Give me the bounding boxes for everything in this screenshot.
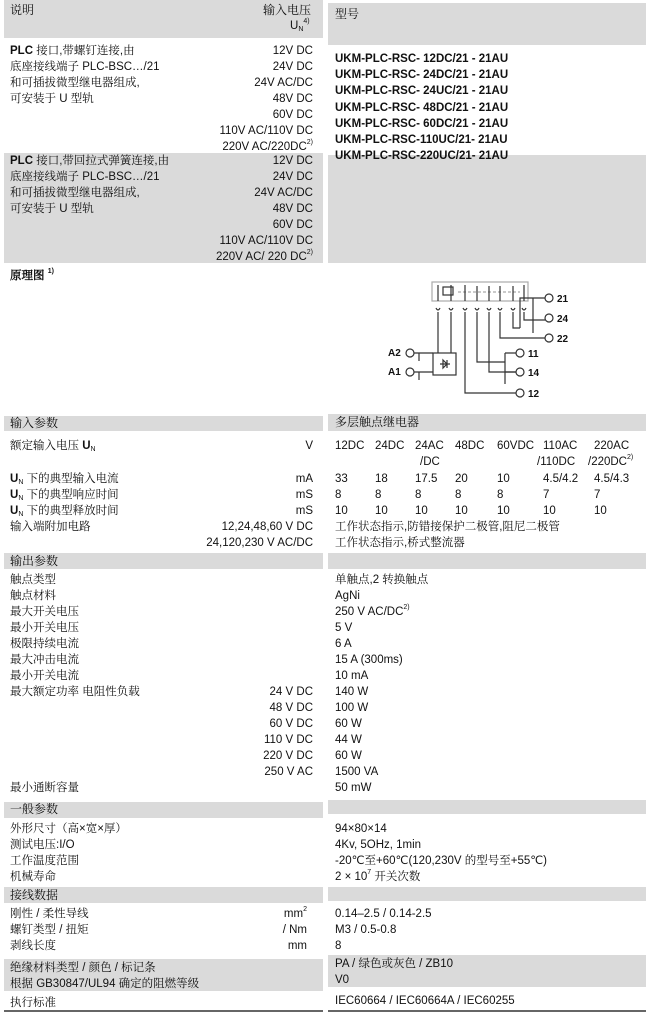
input-param-value-text: 33 — [335, 473, 348, 485]
input-param-value — [375, 503, 388, 519]
screw-desc-line-text: 底座接线端子 PLC-BSC…/21 — [10, 61, 160, 73]
input-param-value-text: 20 — [455, 473, 468, 485]
screw-desc-line-text: 和可插拔微型继电器组成, — [10, 77, 140, 89]
input-param-value — [455, 503, 468, 519]
spring-desc-line-text: 接口,带回拉式弹簧连接,由 — [33, 155, 170, 167]
input-circuit-unit-text: 24,120,230 V AC/DC — [206, 537, 313, 549]
output-param-value — [335, 732, 362, 748]
terminal-12: 12 — [528, 389, 540, 400]
output-param-value-text: 60 W — [335, 750, 362, 762]
rated-voltage-column-text: 220AC — [594, 440, 630, 452]
rated-voltage-column-sub — [420, 454, 440, 470]
wiring-param-unit — [288, 938, 307, 954]
input-param-value-text: 10 — [335, 505, 348, 517]
wiring-param-value-text: 0.14–2.5 / 0.14-2.5 — [335, 908, 432, 920]
output-param-label — [10, 668, 79, 684]
output-param-label — [10, 780, 79, 796]
spring-desc-line — [10, 185, 140, 201]
output-param-label-text: 最小开关电压 — [10, 622, 79, 634]
input-param-unit-text: mA — [295, 473, 313, 485]
screw-voltage — [219, 123, 313, 139]
general-param-label-text: 测试电压:I/O — [10, 839, 75, 851]
rated-voltage-column-sub-text: /110DC — [537, 456, 576, 468]
spring-voltage — [273, 153, 313, 169]
screw-voltage — [273, 59, 313, 75]
output-param-label-text: 最大额定功率 电阻性负载 — [10, 686, 140, 698]
output-band-right — [328, 553, 646, 569]
general-section-title-text: 一般参数 — [10, 802, 59, 816]
model-number — [335, 100, 508, 116]
output-param-value-text: AgNi — [335, 590, 360, 602]
input-param-unit — [296, 503, 313, 519]
input-param-unit — [296, 487, 313, 503]
output-param-value — [335, 652, 403, 668]
rated-voltage-unit-text: V — [305, 440, 313, 452]
rated-voltage-column — [375, 438, 404, 454]
output-param-value-text: 50 mW — [335, 782, 372, 794]
terminal-11: 11 — [528, 349, 539, 360]
input-param-value — [497, 487, 503, 503]
input-param-value — [543, 503, 556, 519]
general-param-label-text: 工作温度范围 — [10, 855, 79, 867]
output-param-value-text: 6 A — [335, 638, 352, 650]
wiring-param-label — [10, 922, 89, 938]
screw-desc-line-bold: PLC — [10, 45, 33, 57]
model-number-text: UKM-PLC-RSC- 48DC/21 - 21AU — [335, 101, 509, 114]
general-param-label — [10, 869, 56, 885]
input-param-value-text: 10 — [497, 505, 510, 517]
general-param-value — [335, 821, 387, 837]
screw-voltage-text: 60V DC — [272, 109, 313, 121]
spring-voltage-text: 60V DC — [272, 219, 313, 231]
model-number-text: UKM-PLC-RSC- 24DC/21 - 21AU — [335, 69, 509, 82]
general-param-label-text: 机械寿命 — [10, 871, 56, 883]
input-circuit-value-text: 工作状态指示,桥式整流器 — [335, 537, 465, 549]
un-symbol: U — [290, 20, 299, 32]
output-param-value-text: 1500 VA — [335, 766, 379, 778]
screw-desc-line — [10, 43, 135, 59]
general-param-value — [335, 853, 547, 869]
wiring-param-value — [335, 922, 396, 938]
input-param-value-text: 10 — [375, 505, 388, 517]
screw-voltage — [273, 91, 313, 107]
screw-desc-line — [10, 59, 160, 75]
terminal-21: 21 — [557, 294, 569, 305]
output-param-unit-text: 48 V DC — [269, 702, 313, 714]
output-param-value-text: 250 V AC/DC — [335, 606, 404, 618]
input-param-label-u: U — [10, 489, 19, 501]
input-param-value — [543, 471, 578, 487]
rated-voltage-column-sub-text: /220DC — [588, 456, 627, 468]
spring-voltage — [216, 249, 313, 265]
insulation-param-label — [10, 976, 199, 992]
output-param-value — [335, 604, 410, 620]
screw-voltage-text: 220V AC/220DC — [222, 141, 307, 153]
output-param-value — [335, 668, 368, 684]
screw-voltage-text: 48V DC — [272, 93, 313, 105]
output-param-value-text: 140 W — [335, 686, 369, 698]
input-param-value — [335, 503, 348, 519]
model-number-text: UKM-PLC-RSC-220UC/21- 21AU — [335, 150, 509, 163]
general-param-value-sup: 7 — [367, 869, 372, 876]
diagram-footnote: 1) — [47, 268, 54, 275]
general-section-title — [10, 801, 58, 817]
input-param-value-text: 7 — [594, 489, 601, 501]
wiring-param-value — [335, 906, 432, 922]
spring-voltage-text: 12V DC — [272, 155, 313, 167]
input-param-value-text: 8 — [415, 489, 422, 501]
rated-voltage-column-text: 24DC — [375, 440, 405, 452]
input-circuit-unit-text: 12,24,48,60 V DC — [221, 521, 313, 533]
input-param-value — [594, 471, 629, 487]
input-voltage-header: 输入电压 — [263, 3, 312, 17]
input-param-value-text: 8 — [455, 489, 462, 501]
output-param-unit-text: 220 V DC — [263, 750, 313, 762]
rated-voltage-column — [335, 438, 364, 454]
model-number — [335, 51, 508, 67]
general-param-value-text: 94×80×14 — [335, 823, 387, 835]
input-param-value-text: 8 — [335, 489, 342, 501]
insulation-param-value-text: V0 — [335, 974, 350, 986]
input-param-unit-text: mS — [295, 505, 313, 517]
input-param-label-sub: N — [18, 479, 24, 486]
wiring-param-label-text: 剥线长度 — [10, 940, 56, 952]
output-param-label — [10, 636, 79, 652]
general-param-value-tail: 开关次数 — [371, 871, 421, 883]
output-param-value — [335, 620, 352, 636]
insulation-param-value — [335, 972, 349, 988]
input-section-title-text: 输入参数 — [10, 416, 59, 430]
input-param-value-text: 10 — [415, 505, 428, 517]
insulation-param-label-text: 根据 GB30847/UL94 确定的阻燃等级 — [10, 978, 200, 990]
model-number — [335, 148, 508, 164]
screw-desc-line — [10, 75, 140, 91]
wiring-param-label-text: 螺钉类型 / 扭矩 — [10, 924, 89, 936]
output-param-label-text: 最大开关电压 — [10, 606, 79, 618]
spring-voltage-sup: 2) — [306, 249, 313, 256]
input-param-value — [375, 487, 381, 503]
output-param-value — [335, 636, 352, 652]
rated-voltage-column — [455, 438, 484, 454]
spring-voltage-text: 48V DC — [272, 203, 313, 215]
input-circuit-label — [10, 519, 91, 535]
input-param-label-sub: N — [18, 495, 24, 502]
input-param-label — [10, 471, 119, 487]
input-param-value-text: 7 — [543, 489, 550, 501]
rated-voltage-label-u: U — [82, 440, 91, 452]
output-param-value-text: 15 A (300ms) — [335, 654, 403, 666]
spring-voltage — [273, 201, 313, 217]
wiring-param-value — [335, 938, 341, 954]
insulation-param-label — [10, 960, 156, 976]
general-param-value-text: 2 × 10 — [335, 871, 368, 883]
input-param-label-text: 下的典型输入电流 — [23, 473, 119, 485]
output-param-value — [335, 684, 368, 700]
relay-section-title-text: 多层触点继电器 — [335, 415, 420, 429]
output-param-label-text: 最小通断容量 — [10, 782, 79, 794]
model-number-text: UKM-PLC-RSC-110UC/21- 21AU — [335, 134, 508, 146]
input-param-value — [415, 471, 437, 487]
spring-desc-line-text: 底座接线端子 PLC-BSC…/21 — [10, 171, 160, 183]
output-param-label — [10, 652, 79, 668]
output-param-value-text: 60 W — [335, 718, 362, 730]
rated-voltage-column-sub-text: /DC — [420, 456, 440, 468]
rated-voltage-label-text: 额定输入电压 — [10, 440, 83, 452]
input-param-value — [335, 487, 341, 503]
output-param-value — [335, 748, 362, 764]
rated-voltage-column-sub — [588, 454, 633, 470]
model-number-text: UKM-PLC-RSC- 24UC/21 - 21AU — [335, 85, 509, 98]
model-number-text: UKM-PLC-RSC- 12DC/21 - 21AU — [335, 53, 509, 65]
input-param-value-text: 10 — [594, 505, 607, 517]
screw-voltage — [254, 75, 313, 91]
terminal-22: 22 — [557, 334, 569, 345]
input-param-unit — [296, 471, 313, 487]
description-header: 说明 — [10, 3, 35, 17]
model-number — [335, 116, 508, 132]
input-param-value-text: 10 — [543, 505, 556, 517]
wiring-param-value-text: M3 / 0.5-0.8 — [335, 924, 397, 936]
input-circuit-unit — [222, 519, 313, 535]
input-param-label-text: 下的典型响应时间 — [23, 489, 119, 501]
rated-voltage-column-text: 12DC — [335, 440, 365, 452]
rated-voltage-column-text: 24AC — [415, 440, 444, 452]
screw-voltage-text: 12V DC — [272, 45, 313, 57]
model-number — [335, 67, 508, 83]
output-param-value-text: 5 V — [335, 622, 353, 634]
input-param-value — [543, 487, 549, 503]
spring-desc-line — [10, 153, 169, 169]
rated-voltage-column-text: 110AC — [543, 440, 578, 452]
output-param-unit-text: 24 V DC — [269, 686, 313, 698]
standard-label — [10, 995, 56, 1011]
screw-voltage-text: 24V DC — [272, 61, 313, 73]
diagram-title-text: 原理图 — [10, 270, 45, 282]
output-param-value-sup: 2) — [403, 604, 410, 611]
un-footnote: 4) — [303, 18, 310, 25]
output-param-label — [10, 588, 56, 604]
standard-value — [335, 993, 515, 1009]
input-param-value-text: 18 — [375, 473, 388, 485]
input-circuit-value — [335, 535, 465, 551]
input-param-value — [594, 487, 600, 503]
input-param-label — [10, 503, 119, 519]
spring-desc-line — [10, 201, 94, 217]
wiring-param-unit — [283, 922, 307, 938]
screw-desc-line-text: 可安装于 U 型轨 — [10, 93, 94, 105]
output-param-unit — [270, 716, 313, 732]
input-param-value-text: 10 — [497, 473, 510, 485]
input-circuit-value — [335, 519, 560, 535]
spring-desc-line-text: 和可插拔微型继电器组成, — [10, 187, 140, 199]
screw-desc-line-text: 接口,带螺钉连接,由 — [33, 45, 135, 57]
output-param-label — [10, 604, 79, 620]
wiring-param-unit-text: / Nm — [282, 924, 307, 936]
screw-voltage — [273, 107, 313, 123]
output-param-unit-text: 60 V DC — [269, 718, 313, 730]
screw-voltage-text: 110V AC/110V DC — [219, 125, 313, 137]
rated-voltage-column — [543, 438, 577, 454]
input-param-label — [10, 487, 119, 503]
output-param-value — [335, 572, 428, 588]
input-param-value — [455, 487, 461, 503]
output-section-title — [10, 553, 58, 569]
general-param-label-text: 外形尺寸（高×宽×厚） — [10, 823, 127, 835]
input-section-title — [10, 415, 58, 431]
input-param-value-text: 17.5 — [415, 473, 438, 485]
output-param-unit — [263, 748, 313, 764]
spring-voltage — [273, 169, 313, 185]
output-param-value-text: 单触点,2 转换触点 — [335, 574, 429, 586]
output-section-title-text: 输出参数 — [10, 554, 59, 568]
wiring-param-value-text: 8 — [335, 940, 342, 952]
general-param-value-text: 4Kv, 5OHz, 1min — [335, 839, 422, 851]
wiring-param-unit-text: mm — [283, 908, 304, 920]
general-param-label — [10, 821, 127, 837]
input-param-value-text: 8 — [375, 489, 382, 501]
standard-label-text: 执行标准 — [10, 997, 56, 1009]
wiring-section-title — [10, 887, 58, 903]
rated-voltage-label-sub: N — [90, 446, 96, 453]
general-param-label — [10, 837, 75, 853]
input-param-value — [415, 503, 428, 519]
output-param-label-text: 最小开关电流 — [10, 670, 79, 682]
rated-voltage-unit — [305, 438, 313, 454]
model-number-text: UKM-PLC-RSC- 60DC/21 - 21AU — [335, 117, 509, 130]
spring-voltage — [254, 185, 313, 201]
rated-voltage-column-text: 60VDC — [497, 440, 535, 452]
model-header: 型号 — [335, 7, 360, 21]
wiring-param-label-text: 刚性 / 柔性导线 — [10, 908, 89, 920]
spring-voltage-text: 24V DC — [272, 171, 313, 183]
relay-section-title — [335, 414, 419, 430]
input-param-value — [455, 471, 468, 487]
output-param-unit — [270, 684, 313, 700]
input-circuit-label-text: 输入端附加电路 — [10, 521, 91, 533]
rated-voltage-column — [497, 438, 534, 454]
wiring-section-title-text: 接线数据 — [10, 888, 59, 902]
insulation-param-label-text: 绝缘材料类型 / 颜色 / 标记条 — [10, 962, 156, 974]
terminal-circles — [406, 294, 553, 397]
standard-value-text: IEC60664 / IEC60664A / IEC60255 — [335, 995, 515, 1007]
spring-desc-line — [10, 169, 160, 185]
screw-desc-line — [10, 91, 94, 107]
output-param-value-text: 10 mA — [335, 670, 369, 682]
output-param-value — [335, 716, 362, 732]
output-param-value — [335, 780, 371, 796]
insulation-param-value — [335, 956, 453, 972]
spring-voltage — [273, 217, 313, 233]
input-param-value — [375, 471, 388, 487]
output-param-unit — [264, 732, 313, 748]
insulation-param-value-text: PA / 绿色或灰色 / ZB10 — [335, 958, 454, 970]
output-param-unit-text: 110 V DC — [263, 734, 313, 746]
input-param-value — [335, 471, 348, 487]
wiring-param-unit — [284, 906, 307, 922]
rated-voltage-column-sub-sup: 2) — [627, 454, 634, 461]
input-param-value — [497, 503, 510, 519]
output-param-label-text: 触点材料 — [10, 590, 56, 602]
output-param-label-text: 极限持续电流 — [10, 638, 79, 650]
output-param-label-text: 触点类型 — [10, 574, 56, 586]
screw-voltage-sup: 2) — [306, 139, 313, 146]
general-param-value-text: -20℃至+60℃(120,230V 的型号至+55℃) — [335, 855, 547, 867]
input-param-label-sub: N — [18, 511, 24, 518]
input-param-value-text: 4.5/4.2 — [543, 473, 579, 485]
input-circuit-value-text: 工作状态指示,防错接保护二极管,阻尼二极管 — [335, 521, 560, 533]
input-param-label-u: U — [10, 505, 19, 517]
output-param-unit — [270, 700, 313, 716]
spring-voltage-text: 220V AC/ 220 DC — [215, 251, 307, 263]
input-circuit-unit — [206, 535, 313, 551]
terminal-14: 14 — [528, 368, 540, 379]
terminal-24: 24 — [557, 314, 569, 325]
model-number — [335, 83, 508, 99]
un-sub: N — [298, 26, 304, 33]
spring-voltage — [219, 233, 313, 249]
output-param-unit-text: 250 V AC — [264, 766, 313, 778]
terminal-a1: A1 — [388, 367, 401, 378]
rated-voltage-column — [594, 438, 629, 454]
wiring-param-unit-text: mm — [287, 940, 307, 952]
input-param-value — [497, 471, 510, 487]
output-param-value-text: 44 W — [335, 734, 362, 746]
output-param-value-text: 100 W — [335, 702, 369, 714]
output-param-label — [10, 684, 140, 700]
terminal-a2: A2 — [388, 348, 401, 359]
spring-desc-line-text: 可安装于 U 型轨 — [10, 203, 94, 215]
rated-voltage-label — [10, 438, 96, 454]
spring-voltage-text: 24V AC/DC — [254, 187, 313, 199]
input-param-unit-text: mS — [295, 489, 313, 501]
wiring-param-label — [10, 938, 56, 954]
rated-voltage-column — [415, 438, 444, 454]
input-param-value — [415, 487, 421, 503]
general-param-value — [335, 869, 420, 885]
screw-voltage-text: 24V AC/DC — [254, 77, 313, 89]
spring-desc-line-bold: PLC — [10, 155, 33, 167]
output-param-label — [10, 572, 56, 588]
input-param-value — [594, 503, 607, 519]
output-param-value — [335, 588, 360, 604]
input-param-value-text: 10 — [455, 505, 468, 517]
output-param-value — [335, 700, 368, 716]
screw-voltage — [273, 43, 313, 59]
output-param-label-text: 最大冲击电流 — [10, 654, 79, 666]
general-param-value — [335, 837, 421, 853]
wiring-param-label — [10, 906, 89, 922]
general-param-label — [10, 853, 79, 869]
general-band-right — [328, 800, 646, 814]
model-number — [335, 132, 508, 148]
output-param-unit — [264, 764, 313, 780]
rated-voltage-column-sub — [537, 454, 575, 470]
input-param-value-text: 4.5/4.3 — [594, 473, 630, 485]
input-param-label-text: 下的典型释放时间 — [23, 505, 119, 517]
wiring-band-right — [328, 887, 646, 901]
input-param-value-text: 8 — [497, 489, 504, 501]
input-param-label-u: U — [10, 473, 19, 485]
rated-voltage-column-text: 48DC — [455, 440, 485, 452]
output-param-value — [335, 764, 378, 780]
output-param-label — [10, 620, 79, 636]
spring-voltage-text: 110V AC/110V DC — [219, 235, 313, 247]
wiring-param-unit-sup: 2 — [303, 906, 307, 913]
